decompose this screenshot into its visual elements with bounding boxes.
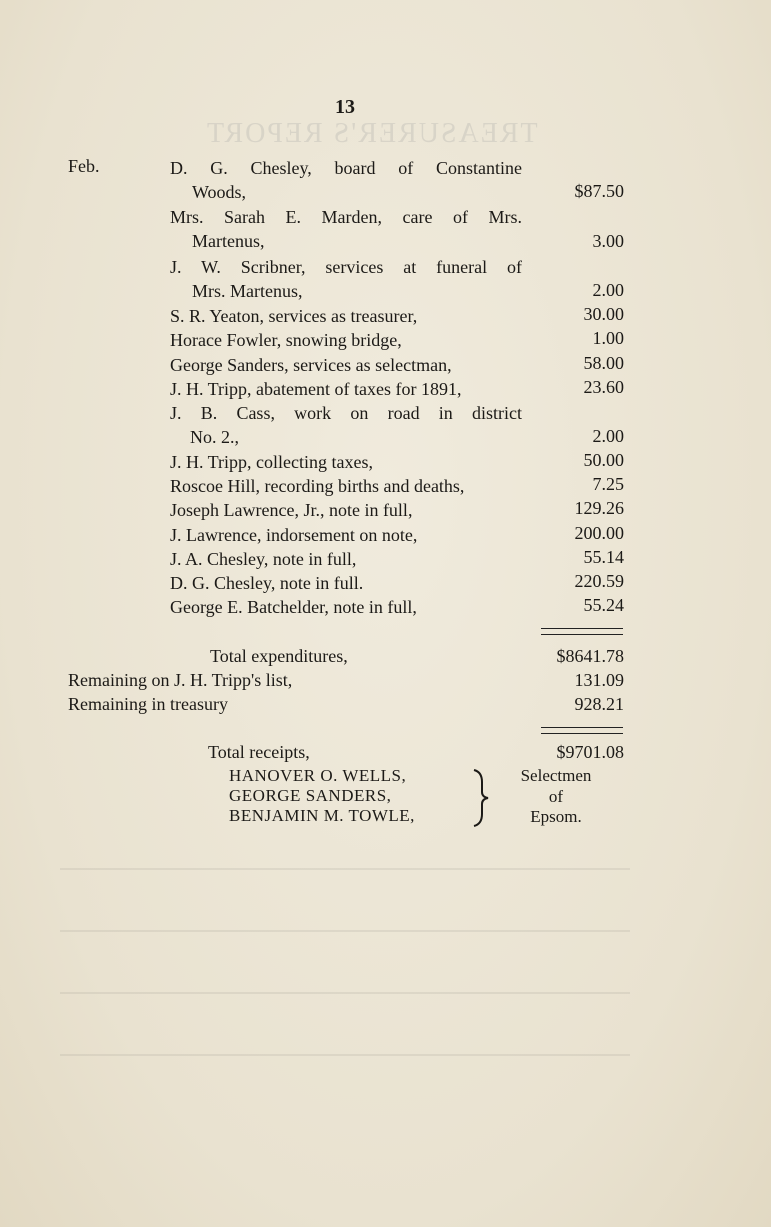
remaining-treasury-label: Remaining in treasury: [68, 694, 228, 714]
entry-description: Horace Fowler, snowing bridge,: [170, 330, 402, 350]
entry-amount: 2.00: [592, 426, 624, 446]
entry-amount: 30.00: [583, 304, 624, 324]
entry-description: Roscoe Hill, recording births and deaths,: [170, 476, 465, 496]
entry-amount: 50.00: [583, 450, 624, 470]
ledger-entry: [170, 377, 522, 401]
entry-description: J. A. Chesley, note in full,: [170, 549, 357, 569]
month-label: Feb.: [68, 156, 100, 176]
entry-amount: 55.24: [583, 595, 624, 615]
entry-description: D. G. Chesley, note in full.: [170, 573, 364, 593]
entry-description: D. G. Chesley, board of Constantine: [170, 158, 522, 178]
entry-description-continued: Woods,: [192, 182, 247, 202]
total-expenditures-label: Total expenditures,: [210, 646, 348, 666]
total-rule: [541, 634, 623, 635]
ledger-entry: [170, 156, 522, 204]
entry-description: George Sanders, services as selectman,: [170, 355, 452, 375]
office-of: of: [548, 787, 564, 806]
office-title: Selectmen: [520, 766, 592, 785]
entry-amount: 7.25: [592, 474, 624, 494]
entry-amount: 58.00: [583, 353, 624, 373]
entry-amount: 129.26: [574, 498, 624, 518]
bleed-through-marks: [60, 840, 630, 1060]
entry-amount: $87.50: [574, 181, 624, 201]
entry-description: George E. Batchelder, note in full,: [170, 597, 417, 617]
receipts-rule: [541, 727, 623, 728]
entry-description: Mrs. Sarah E. Marden, care of Mrs.: [170, 207, 522, 227]
entry-description: J. W. Scribner, services at funeral of: [170, 257, 522, 277]
ledger-entry: [170, 498, 522, 522]
entry-description: J. Lawrence, indorsement on note,: [170, 525, 418, 545]
total-expenditures-amount: $8641.78: [556, 646, 624, 666]
page-number: 13: [335, 96, 355, 118]
entry-description-continued: No. 2.,: [190, 427, 239, 447]
entry-description: S. R. Yeaton, services as treasurer,: [170, 306, 418, 326]
signer-name: BENJAMIN M. TOWLE,: [229, 806, 415, 825]
ledger-entry: [170, 595, 522, 619]
entry-amount: 1.00: [592, 328, 624, 348]
signer-name: GEORGE SANDERS,: [229, 786, 392, 805]
ledger-entry: [170, 450, 522, 474]
brace-icon: [470, 768, 490, 828]
signer-name: HANOVER O. WELLS,: [229, 766, 407, 785]
ledger-entry: [170, 205, 522, 253]
entry-amount: 220.59: [574, 571, 624, 591]
entry-description: J. H. Tripp, abatement of taxes for 1891,: [170, 379, 462, 399]
ledger-entry: [170, 304, 522, 328]
office-town: Epsom.: [530, 807, 582, 826]
ledger-entry: [170, 547, 522, 571]
entry-amount: 3.00: [592, 231, 624, 251]
remaining-list-amount: 131.09: [574, 670, 624, 690]
ledger-entry: [170, 328, 522, 352]
remaining-list-label: Remaining on J. H. Tripp's list,: [68, 670, 293, 690]
ledger-entry: [170, 474, 522, 498]
entry-description: J. H. Tripp, collecting taxes,: [170, 452, 373, 472]
entry-description: Joseph Lawrence, Jr., note in full,: [170, 500, 413, 520]
entry-amount: 23.60: [583, 377, 624, 397]
receipts-rule: [541, 733, 623, 734]
ledger-entry: [170, 523, 522, 547]
entry-amount: 55.14: [583, 547, 624, 567]
entry-description-continued: Martenus,: [192, 231, 265, 251]
ledger-entry: [170, 255, 522, 303]
entry-description: J. B. Cass, work on road in district: [170, 403, 522, 423]
entry-description-continued: Mrs. Martenus,: [192, 281, 303, 301]
ledger-entry: [170, 571, 522, 595]
ledger-entry: [170, 401, 522, 449]
entry-amount: 200.00: [574, 523, 624, 543]
total-rule: [541, 628, 623, 629]
total-receipts-amount: $9701.08: [556, 742, 624, 762]
remaining-treasury-amount: 928.21: [574, 694, 624, 714]
bleed-through-heading: TREASURER'S REPORT: [205, 118, 538, 149]
entry-amount: 2.00: [592, 280, 624, 300]
ledger-entry: [170, 353, 522, 377]
total-receipts-label: Total receipts,: [208, 742, 310, 762]
